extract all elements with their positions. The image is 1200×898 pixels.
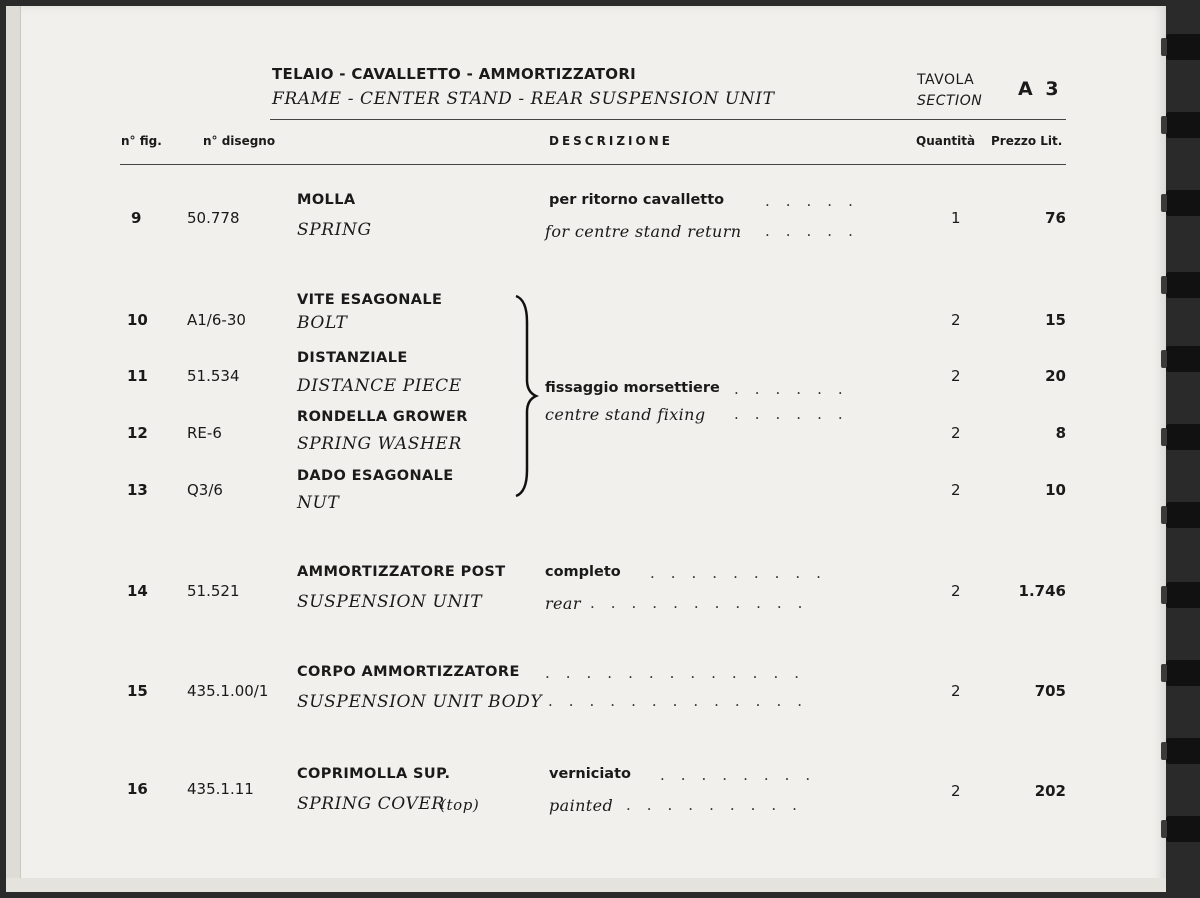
- leader-dots: ......: [734, 380, 859, 398]
- group-brace: [512, 292, 542, 500]
- part-name-italian: MOLLA: [297, 192, 356, 208]
- section-label-english: SECTION: [917, 93, 983, 109]
- description-english: for centre stand return: [545, 222, 742, 241]
- group-description-english: centre stand fixing: [545, 405, 706, 424]
- description-english: painted: [549, 796, 614, 815]
- column-header-quantity: Quantità: [916, 134, 976, 148]
- quantity: 2: [951, 481, 961, 499]
- price: 1.746: [1018, 582, 1066, 600]
- part-name-english: SPRING COVER: [297, 794, 445, 814]
- description-italian: verniciato: [549, 766, 631, 782]
- part-name-italian: COPRIMOLLA SUP.: [297, 766, 451, 782]
- drawing-number: 50.778: [187, 209, 240, 227]
- binding-ring: [1166, 582, 1200, 608]
- column-header-drawing: n° disegno: [203, 134, 276, 148]
- page-bottom-edge: [6, 878, 1166, 892]
- column-header-fig: n° fig.: [121, 134, 162, 148]
- header-rule: [270, 119, 1066, 120]
- price: 202: [1034, 782, 1066, 800]
- description-italian: completo: [545, 564, 621, 580]
- part-name-english-suffix: (top): [440, 796, 480, 814]
- price: 10: [1045, 481, 1066, 499]
- price: 8: [1055, 424, 1066, 442]
- section-label-italian: TAVOLA: [917, 72, 975, 88]
- page-title-english: FRAME - CENTER STAND - REAR SUSPENSION UNIT: [272, 89, 775, 109]
- drawing-number: 51.534: [187, 367, 240, 385]
- fig-number: 14: [127, 582, 148, 600]
- binding-ring: [1166, 34, 1200, 60]
- fig-number: 11: [127, 367, 148, 385]
- part-name-italian: CORPO AMMORTIZZATORE: [297, 664, 520, 680]
- price: 76: [1045, 209, 1066, 227]
- binding-ring: [1166, 112, 1200, 138]
- binding-ring: [1166, 502, 1200, 528]
- column-header-price: Prezzo Lit.: [991, 134, 1063, 148]
- part-name-english: BOLT: [297, 313, 348, 333]
- price: 705: [1034, 682, 1066, 700]
- binding-ring: [1166, 738, 1200, 764]
- fig-number: 13: [127, 481, 148, 499]
- price: 20: [1045, 367, 1066, 385]
- leader-dots: ......: [734, 405, 859, 423]
- part-name-italian: DADO ESAGONALE: [297, 468, 454, 484]
- leader-dots: .........: [626, 796, 813, 814]
- leader-dots: .............: [548, 692, 818, 710]
- leader-dots: .........: [650, 564, 837, 582]
- quantity: 2: [951, 311, 961, 329]
- page-left-edge: [6, 6, 21, 892]
- drawing-number: A1/6-30: [187, 311, 246, 329]
- fig-number: 12: [127, 424, 148, 442]
- drawing-number: 435.1.00/1: [187, 682, 269, 700]
- fig-number: 15: [127, 682, 148, 700]
- quantity: 2: [951, 682, 961, 700]
- leader-dots: .....: [765, 222, 869, 240]
- section-code: A 3: [1018, 78, 1062, 100]
- quantity: 2: [951, 367, 961, 385]
- fig-number: 16: [127, 780, 148, 798]
- part-name-english: NUT: [297, 493, 340, 513]
- binding-ring: [1166, 272, 1200, 298]
- leader-dots: ........: [660, 766, 827, 784]
- binding-ring: [1166, 660, 1200, 686]
- drawing-number: Q3/6: [187, 481, 223, 499]
- quantity: 2: [951, 582, 961, 600]
- quantity: 2: [951, 424, 961, 442]
- column-header-description: DESCRIZIONE: [549, 134, 673, 148]
- fig-number: 9: [131, 209, 142, 227]
- page-title-italian: TELAIO - CAVALLETTO - AMMORTIZZATORI: [272, 65, 637, 83]
- quantity: 1: [951, 209, 961, 227]
- part-name-italian: RONDELLA GROWER: [297, 409, 468, 425]
- part-name-english: DISTANCE PIECE: [297, 376, 462, 396]
- leader-dots: .............: [545, 664, 815, 682]
- binding-ring: [1166, 816, 1200, 842]
- binding-ring: [1166, 190, 1200, 216]
- part-name-english: SPRING: [297, 220, 372, 240]
- leader-dots: ...........: [590, 594, 819, 612]
- price: 15: [1045, 311, 1066, 329]
- fig-number: 10: [127, 311, 148, 329]
- description-english: rear: [545, 594, 581, 613]
- drawing-number: 51.521: [187, 582, 240, 600]
- drawing-number: RE-6: [187, 424, 222, 442]
- drawing-number: 435.1.11: [187, 780, 254, 798]
- quantity: 2: [951, 782, 961, 800]
- columns-rule: [120, 164, 1066, 165]
- part-name-italian: AMMORTIZZATORE POST: [297, 564, 506, 580]
- part-name-english: SUSPENSION UNIT BODY: [297, 692, 543, 712]
- part-name-english: SPRING WASHER: [297, 434, 462, 454]
- part-name-italian: DISTANZIALE: [297, 350, 408, 366]
- part-name-italian: VITE ESAGONALE: [297, 292, 443, 308]
- leader-dots: .....: [765, 192, 869, 210]
- part-name-english: SUSPENSION UNIT: [297, 592, 483, 612]
- binding-ring: [1166, 346, 1200, 372]
- binding-ring: [1166, 424, 1200, 450]
- group-description-italian: fissaggio morsettiere: [545, 380, 720, 396]
- description-italian: per ritorno cavalletto: [549, 192, 725, 208]
